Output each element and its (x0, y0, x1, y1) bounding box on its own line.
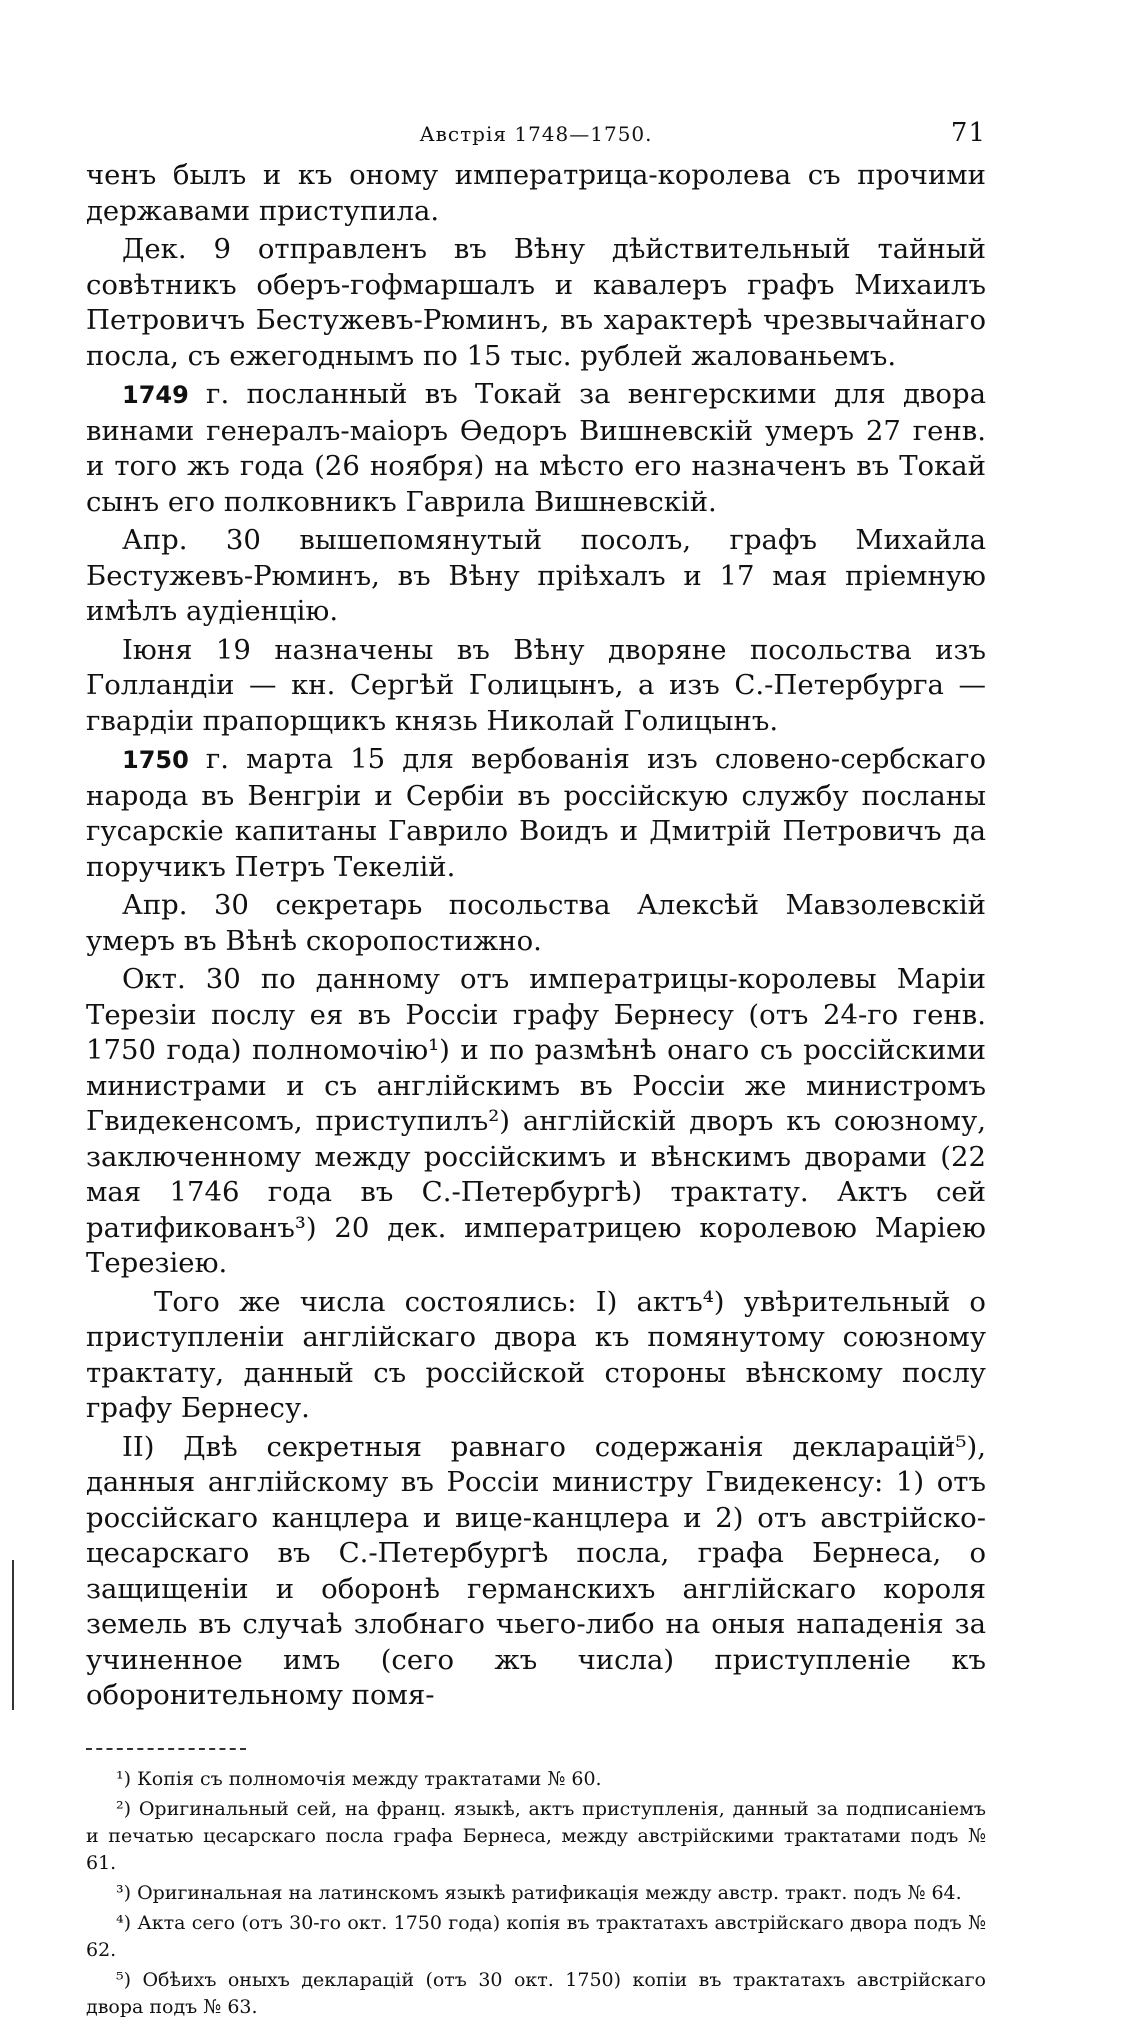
footnote: ³) Оригинальная на латинскомъ языкѣ ратификація между австр. тракт. подъ № 64. (116, 1881, 962, 1904)
page (86, 118, 986, 2024)
footnote: ⁴) Акта сего (отъ 30-го окт. 1750 года) копія въ трактатахъ австрійскаго двора подъ № 62. (86, 1911, 986, 1961)
paragraph: Окт. 30 по данному отъ императрицы-королевы Маріи Терезіи послу ея въ Россіи графу Бернесу (отъ 24-го генв. 1750 года) полномочію¹) и по размѣнѣ онаго съ россійскими министрами и съ англійскимъ въ Россіи же министромъ Гвидекенсомъ, приступилъ²) англійскій дворъ къ союзному, заключенному между россійскимъ и вѣнскимъ дворами (22 мая 1746 года въ С.-Петербургѣ) трактату. Актъ сей ратификованъ³) 20 дек. императрицею королевою Маріею Терезіею. (86, 963, 986, 1279)
paragraph: Апр. 30 секретарь посольства Алексѣй Мавзолевскій умеръ въ Вѣнѣ скоропостижно. (86, 889, 986, 957)
year-marker: 1750 (122, 746, 189, 774)
footnote: ⁵) Обѣихъ оныхъ декларацій (отъ 30 окт. 1750) копіи въ трактатахъ австрійскаго двора подъ № 63. (86, 1968, 986, 2018)
paragraph: ченъ былъ и къ оному императрица-королева съ прочими державами приступила. (86, 159, 986, 227)
footnotes (86, 1766, 986, 2021)
paragraph: Апр. 30 вышепомянутый посолъ, графъ Михайла Бестужевъ-Рюминъ, въ Вѣну пріѣхалъ и 17 мая пріемную имѣлъ аудіенцію. (86, 524, 986, 627)
footnote: ²) Оригинальный сей, на франц. языкѣ, актъ приступленія, данный за подписаніемъ и печатью цесарскаго посла графа Бернеса, между австрійскими трактатами подъ № 61. (86, 1797, 986, 1874)
paragraph: Дек. 9 отправленъ въ Вѣну дѣйствительный тайный совѣтникъ оберъ-гофмаршалъ и кавалеръ графъ Михаилъ Петровичъ Бестужевъ-Рюминъ, въ характерѣ чрезвычайнаго посла, съ ежегоднымъ по 15 тыс. рублей жалованьемъ. (86, 233, 986, 372)
paragraph: Іюня 19 назначены въ Вѣну дворяне посольства изъ Голландіи — кн. Сергѣй Голицынъ, а изъ С.-Петербурга — гвардіи прапорщикъ князь Николай Голицынъ. (86, 633, 986, 737)
paragraph: Того же числа состоялись: I) актъ⁴) увѣрительный о приступленіи англійскаго двора къ помянутому союзному трактату, данный съ россійской стороны вѣнскому послу графу Бернесу. (86, 1285, 986, 1424)
scan-margin-line (12, 1560, 14, 1710)
footnote: ¹) Копія съ полномочія между трактатами № 60. (116, 1767, 602, 1790)
paragraph-text: г. посланный въ Токай за венгерскими для двора винами генералъ-маіоръ Ѳедоръ Вишневскій умеръ 27 генв. и того жъ года (26 ноября) на мѣсто его назначенъ въ Токай сынъ его полковникъ Гаврила Вишневскій. (86, 378, 986, 518)
paragraph-text: г. марта 15 для вербованія изъ словено-сербскаго народа въ Венгріи и Сербіи въ россійскую службу посланы гусарскіе капитаны Гаврило Воидъ и Дмитрій Петровичъ да поручикъ Петръ Текелій. (86, 743, 986, 883)
paragraph (86, 742, 986, 885)
footnote-separator (86, 1748, 246, 1750)
main-text (86, 158, 986, 1714)
running-title: Австрія 1748—1750. (419, 122, 653, 146)
paragraph (86, 377, 986, 520)
paragraph: II) Двѣ секретныя равнаго содержанія декларацій⁵), данныя англійскому въ Россіи министру Гвидекенсу: 1) отъ россійскаго канцлера и вице-канцлера и 2) отъ австрійско-цесарскаго въ С.-Петербургѣ посла, графа Бернеса, о защищеніи и оборонѣ германскихъ англійскаго короля земель въ случаѣ злобнаго чьего-либо на оныя нападенія за учиненное имъ (сего жъ числа) приступленіе къ оборонительному помя- (86, 1430, 986, 1711)
running-header (86, 118, 986, 158)
page-number: 71 (950, 118, 986, 148)
year-marker: 1749 (122, 381, 189, 409)
